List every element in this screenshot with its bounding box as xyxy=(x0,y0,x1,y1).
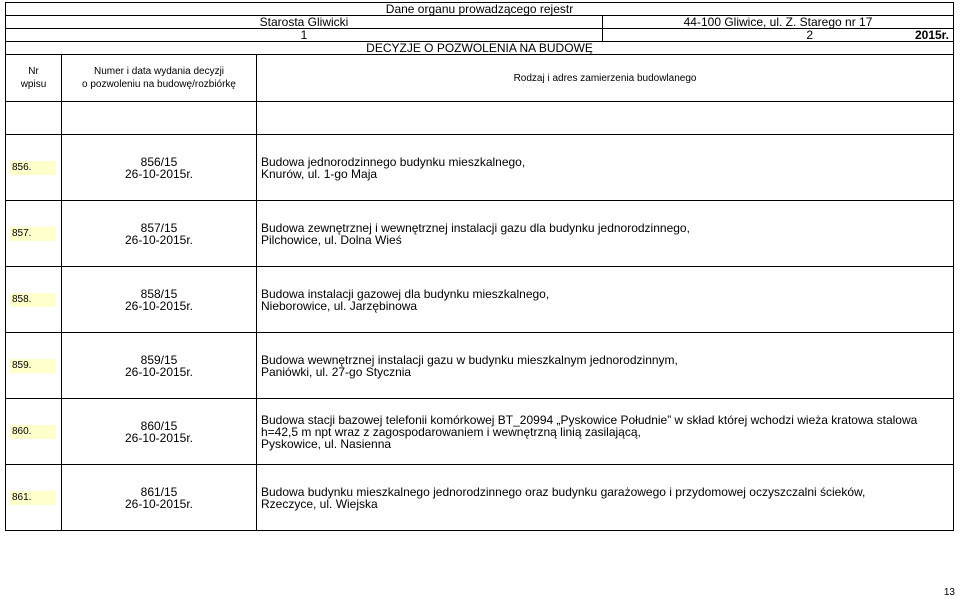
register-title: DECYZJE O POZWOLENIA NA BUDOWĘ xyxy=(6,42,954,55)
table-row xyxy=(6,267,954,333)
spacer-cell xyxy=(62,102,257,135)
entry-nr: 859. xyxy=(10,359,56,373)
header-row-title xyxy=(6,3,954,16)
entry-description-line2: Rzeczyce, ul. Wiejska xyxy=(261,496,378,511)
entry-nr-cell xyxy=(6,201,62,267)
table-row xyxy=(6,201,954,267)
column-number-1: 1 xyxy=(6,29,603,42)
entry-nr: 857. xyxy=(10,227,56,241)
entry-decision-cell xyxy=(62,267,257,333)
entry-decision-cell xyxy=(62,399,257,465)
entry-description xyxy=(257,201,954,267)
entry-decision-cell xyxy=(62,465,257,531)
column-header-nr-line1: Nr xyxy=(28,66,39,77)
entry-decision-cell xyxy=(62,135,257,201)
entry-nr-cell xyxy=(6,333,62,399)
header-row-numbers xyxy=(6,29,954,42)
entry-description xyxy=(257,399,954,465)
entry-decision-no: 857/15 xyxy=(140,220,178,235)
entry-decision-no: 861/15 xyxy=(140,484,178,499)
column-header-nr xyxy=(6,55,62,102)
entry-description xyxy=(257,333,954,399)
entry-decision-cell xyxy=(62,201,257,267)
entry-description-line1: Budowa wewnętrznej instalacji gazu w budynku mieszkalnym jednorodzinnym, xyxy=(261,352,678,367)
entry-description-line2: Pilchowice, ul. Dolna Wieś xyxy=(261,232,402,247)
entry-decision-no: 856/15 xyxy=(140,154,178,169)
table-row xyxy=(6,465,954,531)
spacer-cell xyxy=(257,102,954,135)
entry-description-line2: Nieborowice, ul. Jarzębinowa xyxy=(261,298,418,313)
spacer-cell xyxy=(6,102,62,135)
entry-decision-no: 859/15 xyxy=(140,352,178,367)
entry-description-line1: Budowa zewnętrznej i wewnętrznej instalacji gazu dla budynku jednorodzinnego, xyxy=(261,220,690,235)
entry-nr-cell xyxy=(6,135,62,201)
entry-decision-date: 26-10-2015r. xyxy=(124,232,194,247)
column-number-2: 2 xyxy=(806,28,813,42)
entry-description-line1: Budowa stacji bazowej telefonii komórkowej BT_20994 „Pyskowice Południe” w skład której wchodzi wieża kratowa stalowa h=42,5 m npt wraz z zagospodarowaniem i wewnętrzną linią zasilającą, xyxy=(261,412,918,439)
entry-description-line1: Budowa instalacji gazowej dla budynku mieszkalnego, xyxy=(261,286,550,301)
entry-description-line2: Pyskowice, ul. Nasienna xyxy=(261,436,392,451)
column-header-decision-line1: Numer i data wydania decyzji xyxy=(93,66,225,77)
table-row xyxy=(6,135,954,201)
organ-address: 44-100 Gliwice, ul. Z. Starego nr 17 xyxy=(603,16,954,29)
header-row-organ xyxy=(6,16,954,29)
entry-description-line2: Paniówki, ul. 27-go Stycznia xyxy=(261,364,412,379)
entry-nr: 858. xyxy=(10,293,56,307)
entry-nr: 860. xyxy=(10,425,56,439)
entry-decision-date: 26-10-2015r. xyxy=(124,166,194,181)
entry-decision-cell xyxy=(62,333,257,399)
column-header-description: Rodzaj i adres zamierzenia budowlanego xyxy=(257,55,954,102)
entry-nr: 856. xyxy=(10,161,56,175)
header-year-cell xyxy=(603,29,954,42)
entry-decision-no: 860/15 xyxy=(140,418,178,433)
header-row-register-title xyxy=(6,42,954,55)
entry-description xyxy=(257,465,954,531)
entry-nr-cell xyxy=(6,267,62,333)
entry-description-line1: Budowa budynku mieszkalnego jednorodzinnego oraz budynku garażowego i przydomowej oczyszczalni ścieków, xyxy=(261,484,866,499)
entry-description xyxy=(257,135,954,201)
page-number: 13 xyxy=(943,587,955,598)
entry-description xyxy=(257,267,954,333)
organ-title: Dane organu prowadzącego rejestr xyxy=(6,3,954,16)
entry-description-line2: Knurów, ul. 1-go Maja xyxy=(261,166,378,181)
register-year: 2015r. xyxy=(914,28,950,42)
column-header-row xyxy=(6,55,954,102)
column-header-nr-line2: wpisu xyxy=(20,79,47,90)
table-row xyxy=(6,399,954,465)
entry-nr-cell xyxy=(6,465,62,531)
spacer-row xyxy=(6,102,954,135)
column-header-decision xyxy=(62,55,257,102)
entry-decision-date: 26-10-2015r. xyxy=(124,430,194,445)
column-header-decision-line2: o pozwoleniu na budowę/rozbiórkę xyxy=(82,79,236,90)
organ-name: Starosta Gliwicki xyxy=(6,16,603,29)
register-table xyxy=(5,2,954,531)
entry-decision-date: 26-10-2015r. xyxy=(124,496,194,511)
entry-decision-date: 26-10-2015r. xyxy=(124,364,194,379)
entry-decision-no: 858/15 xyxy=(140,286,178,301)
table-row xyxy=(6,333,954,399)
entry-description-line1: Budowa jednorodzinnego budynku mieszkalnego, xyxy=(261,154,526,169)
entry-nr: 861. xyxy=(10,491,56,505)
entry-decision-date: 26-10-2015r. xyxy=(124,298,194,313)
entry-nr-cell xyxy=(6,399,62,465)
